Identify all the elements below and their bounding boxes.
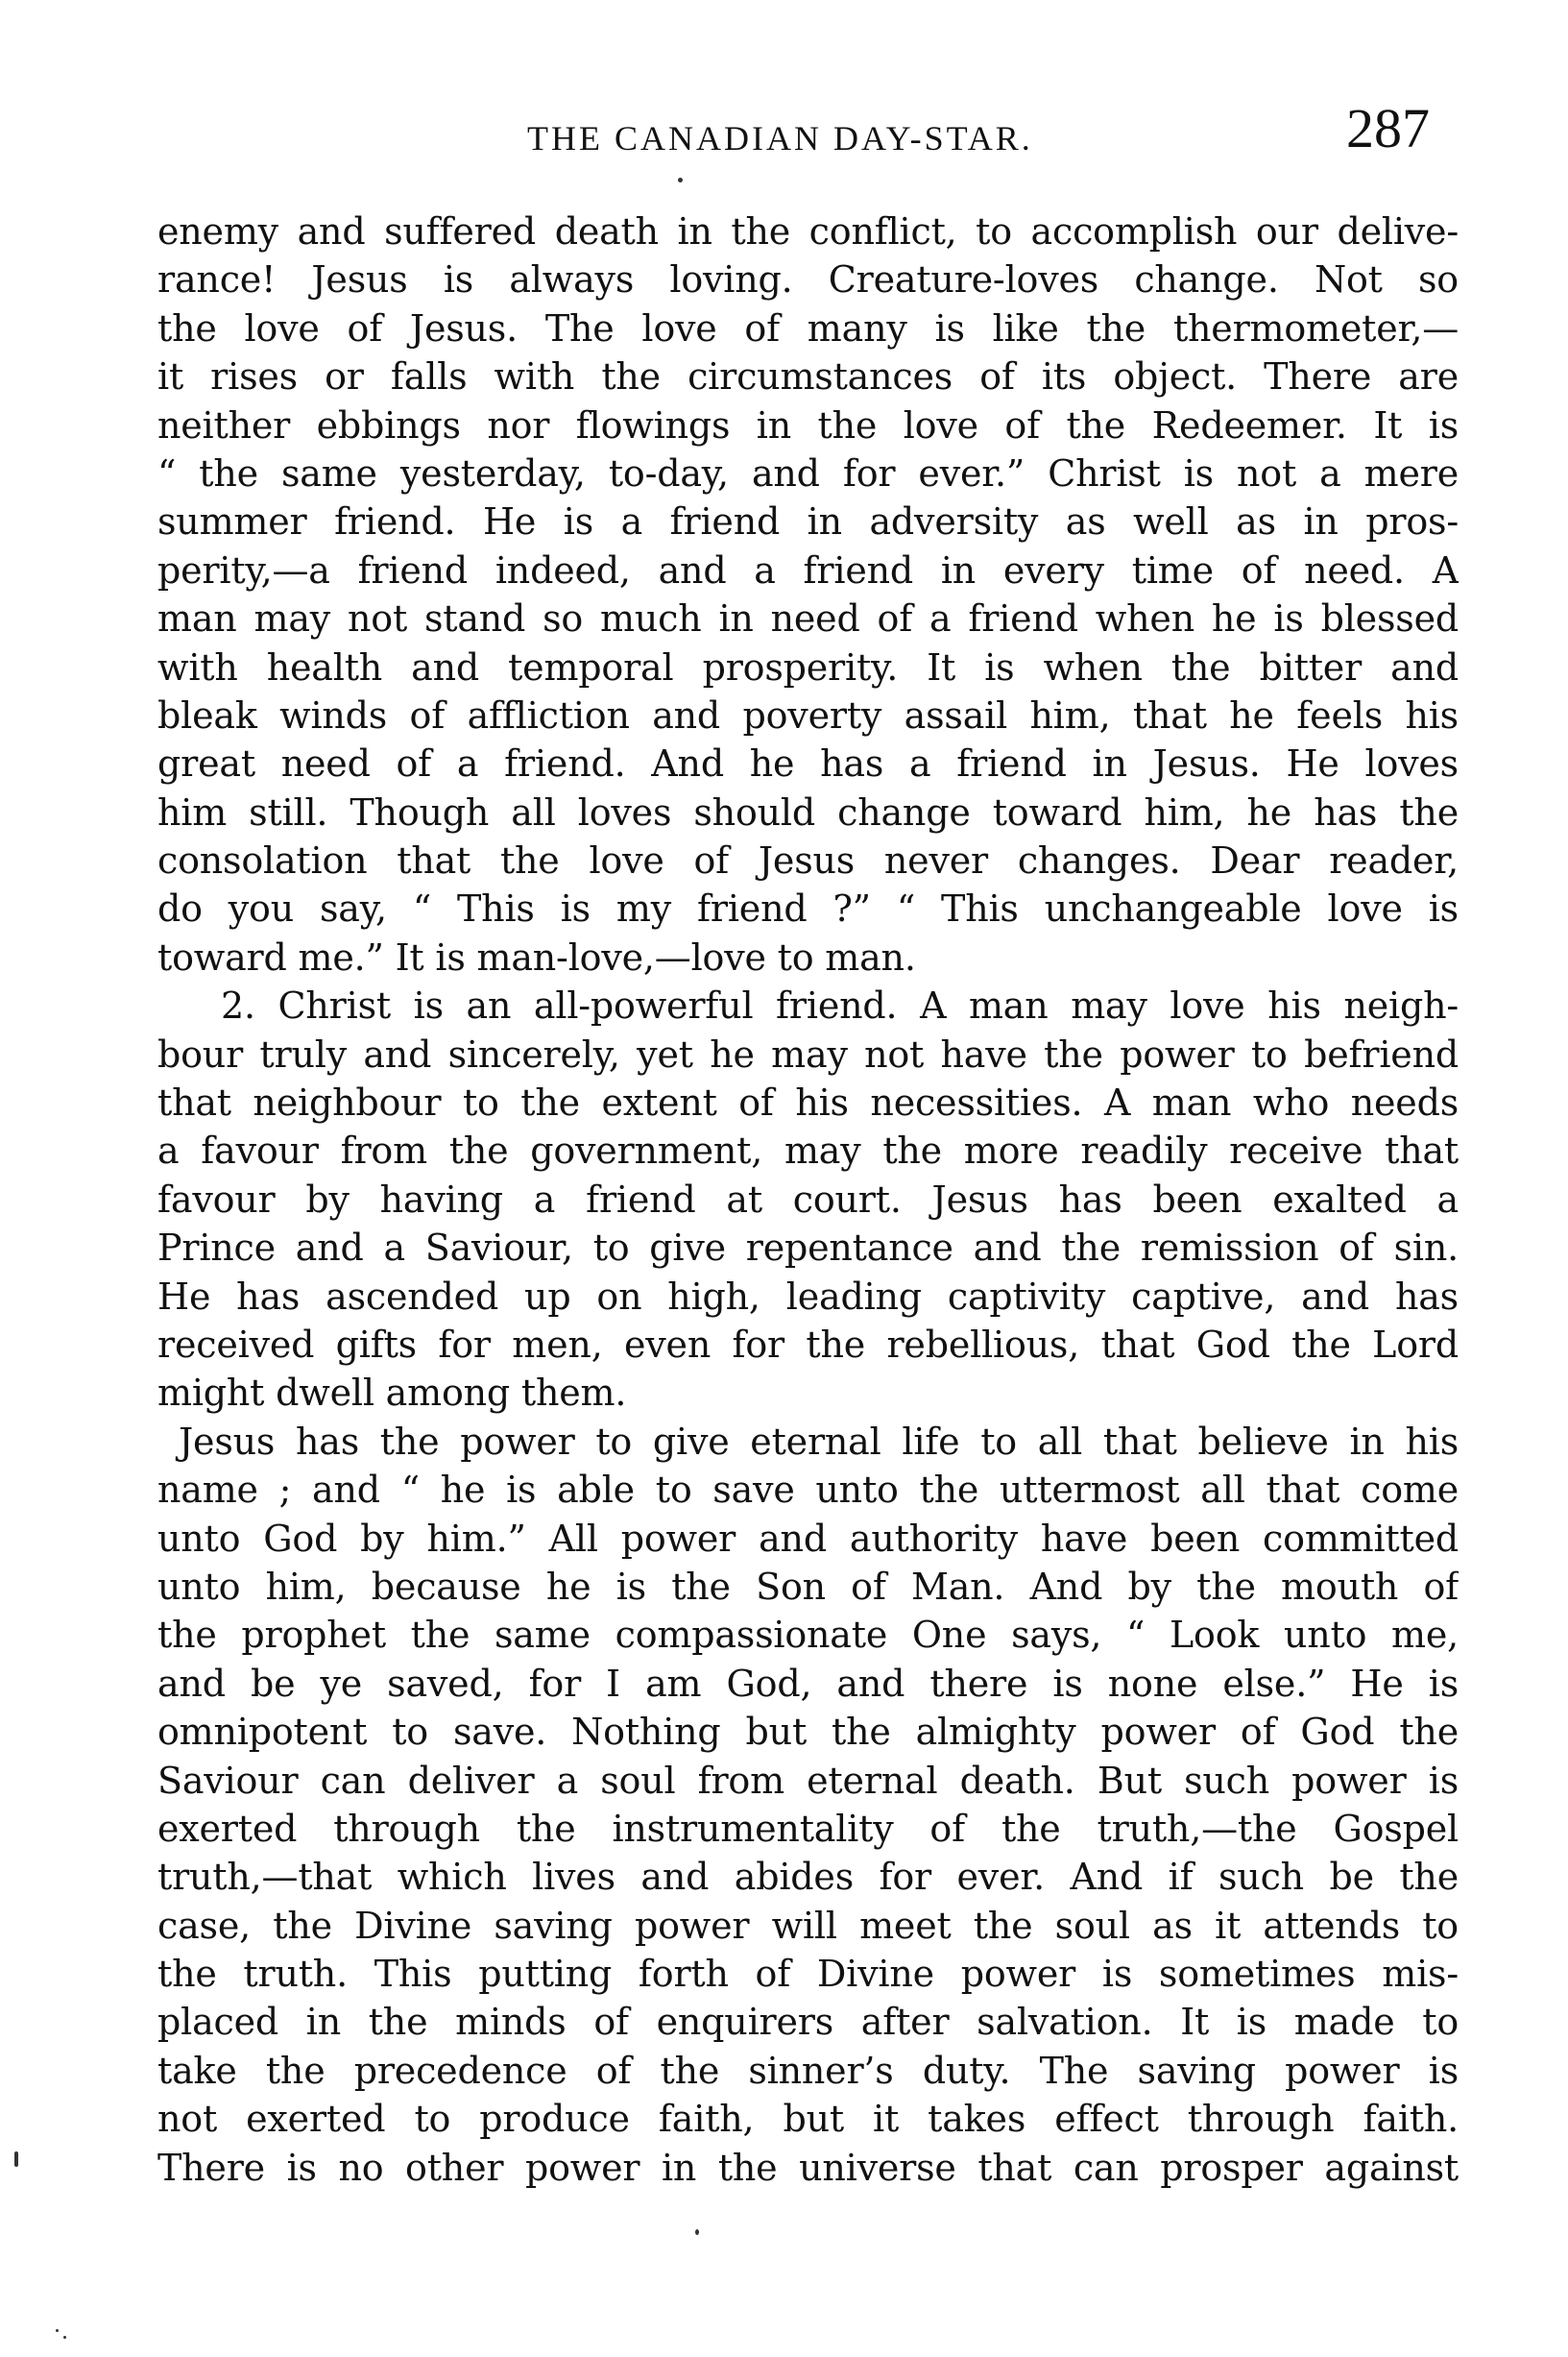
print-speck-left-margin bbox=[14, 2151, 18, 2167]
body-line: Jesus has the power to give eternal life to all that believe in his bbox=[179, 1420, 1459, 1463]
body-line: that neighbour to the extent of his necessities. A man who needs bbox=[157, 1081, 1459, 1125]
body-line: 2. Christ is an all-powerful friend. A man may love his neigh- bbox=[221, 984, 1459, 1028]
body-line: with health and temporal prosperity. It is when the bitter and bbox=[157, 645, 1459, 689]
print-speck-bottom-left-2 bbox=[63, 2336, 66, 2339]
body-line: bour truly and sincerely, yet he may not have the power to befriend bbox=[157, 1033, 1459, 1076]
body-line: favour by having a friend at court. Jesus has been exalted a bbox=[157, 1178, 1459, 1221]
body-line: exerted through the instrumentality of the truth,—the Gospel bbox=[157, 1807, 1459, 1850]
print-speck-top bbox=[678, 178, 683, 182]
body-line: enemy and suffered death in the conflict, to accomplish our delive- bbox=[157, 210, 1459, 253]
body-line: and be ye saved, for I am God, and there is none else.” He is bbox=[157, 1662, 1459, 1705]
running-title: THE CANADIAN DAY-STAR. bbox=[527, 119, 1033, 158]
page-number: 287 bbox=[1346, 97, 1430, 159]
body-line: perity,—a friend indeed, and a friend in every time of need. A bbox=[157, 548, 1459, 592]
body-line: received gifts for men, even for the rebellious, that God the Lord bbox=[157, 1323, 1459, 1366]
body-line: toward me.” It is man-love,—love to man. bbox=[157, 936, 916, 979]
body-line: case, the Divine saving power will meet the soul as it attends to bbox=[157, 1904, 1459, 1947]
body-line: it rises or falls with the circumstances of its object. There are bbox=[157, 355, 1459, 399]
body-line: do you say, “ This is my friend ?” “ This unchangeable love is bbox=[157, 887, 1459, 931]
body-line: take the precedence of the sinner’s duty. The saving power is bbox=[157, 2049, 1459, 2092]
body-line: unto him, because he is the Son of Man. And by the mouth of bbox=[157, 1565, 1459, 1608]
body-line: rance! Jesus is always loving. Creature-loves change. Not so bbox=[157, 258, 1459, 302]
body-line: name ; and “ he is able to save unto the uttermost all that come bbox=[157, 1469, 1459, 1512]
body-line: the truth. This putting forth of Divine power is sometimes mis- bbox=[157, 1953, 1459, 1996]
body-line: Saviour can deliver a soul from eternal death. But such power is bbox=[157, 1759, 1459, 1802]
body-line: neither ebbings nor flowings in the love of the Redeemer. It is bbox=[157, 403, 1459, 447]
body-line: truth,—that which lives and abides for ever. And if such be the bbox=[157, 1856, 1459, 1899]
body-line: him still. Though all loves should change toward him, he has the bbox=[157, 790, 1459, 834]
body-line: omnipotent to save. Nothing but the almighty power of God the bbox=[157, 1711, 1459, 1754]
body-line: He has ascended up on high, leading captivity captive, and has bbox=[157, 1275, 1459, 1318]
body-line: might dwell among them. bbox=[157, 1372, 627, 1415]
body-line: summer friend. He is a friend in adversity as well as in pros- bbox=[157, 500, 1459, 544]
body-line: unto God by him.” All power and authority have been committed bbox=[157, 1517, 1459, 1560]
body-line: There is no other power in the universe that can prosper against bbox=[157, 2146, 1459, 2189]
body-line: Prince and a Saviour, to give repentance and the remission of sin. bbox=[157, 1227, 1459, 1270]
body-line: bleak winds of affliction and poverty assail him, that he feels his bbox=[157, 693, 1459, 737]
body-line: “ the same yesterday, to-day, and for ever.” Christ is not a mere bbox=[157, 451, 1459, 495]
body-text bbox=[157, 207, 1459, 2189]
print-speck-bottom bbox=[695, 2229, 699, 2235]
body-line: not exerted to produce faith, but it takes effect through faith. bbox=[157, 2098, 1459, 2141]
print-speck-bottom-left-1 bbox=[56, 2329, 59, 2332]
body-line: great need of a friend. And he has a friend in Jesus. He loves bbox=[157, 742, 1459, 786]
body-line: a favour from the government, may the more readily receive that bbox=[157, 1130, 1459, 1173]
body-line: placed in the minds of enquirers after salvation. It is made to bbox=[157, 2001, 1459, 2044]
body-line: the love of Jesus. The love of many is like the thermometer,— bbox=[157, 306, 1459, 350]
body-line: the prophet the same compassionate One says, “ Look unto me, bbox=[157, 1614, 1459, 1657]
body-line: man may not stand so much in need of a friend when he is blessed bbox=[157, 597, 1459, 641]
body-line: consolation that the love of Jesus never changes. Dear reader, bbox=[157, 839, 1459, 883]
page-header bbox=[157, 88, 1459, 159]
